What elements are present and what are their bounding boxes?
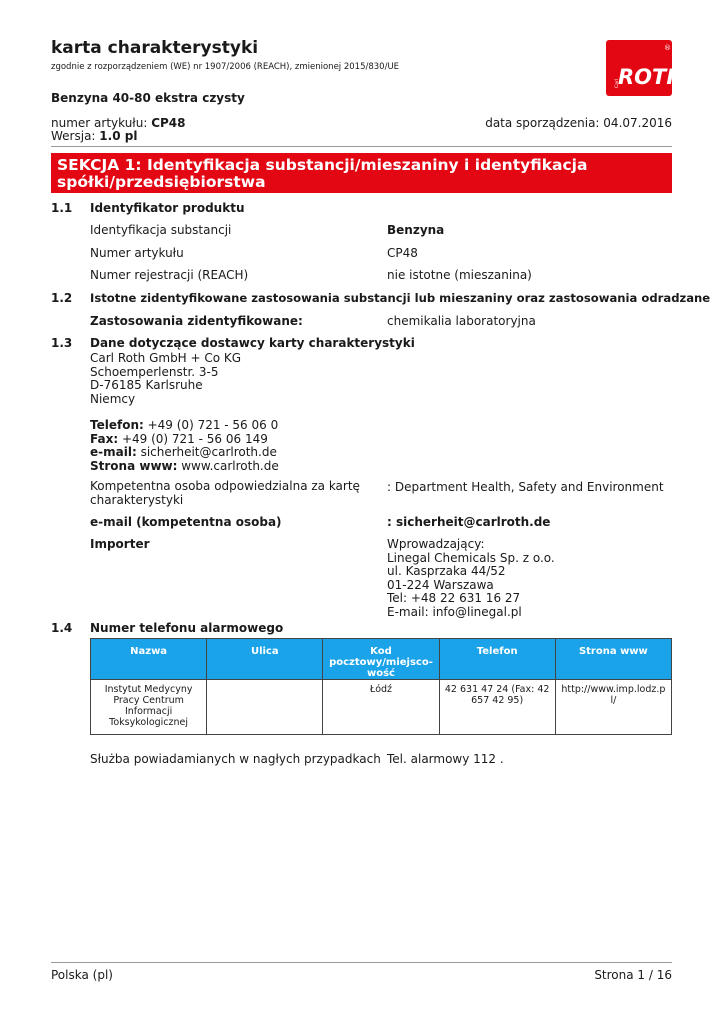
subsection-1-2-heading: Istotne zidentyfikowane zastosowania substancji lub mieszaniny oraz zastosowania odradzane — [90, 291, 711, 305]
table-cell-phone: 42 631 47 24 (Fax: 42 657 42 95) — [439, 680, 555, 735]
section-title-line-1: SEKCJA 1: Identyfikacja substancji/mieszaniny i identyfikacja — [57, 156, 588, 174]
table-cell-www[interactable]: http://www.imp.lodz.pl/ — [555, 680, 671, 735]
www-line — [90, 460, 279, 474]
substance-id-label: Identyfikacja substancji — [90, 223, 232, 237]
registered-mark: ® — [664, 44, 671, 52]
email-label: e-mail: — [90, 445, 137, 459]
supplier-address — [90, 352, 241, 406]
section-title-line-2: spółki/przedsiębiorstwa — [57, 173, 266, 191]
competent-person-label: Kompetentna osoba odpowiedzialna za kartę charakterystyki — [90, 479, 360, 507]
column-header-www: Strona www — [555, 639, 671, 680]
column-header-postal: Kod pocztowy/miejsco-wość — [323, 639, 439, 680]
logo-roth-text: ROT — [618, 65, 667, 89]
competent-email-value: : sicherheit@carlroth.de — [387, 515, 551, 529]
article-number-value: CP48 — [151, 116, 186, 130]
table-cell-postal: Łódź — [323, 680, 439, 735]
column-header-street: Ulica — [207, 639, 323, 680]
article-number-row-label: Numer artykułu — [90, 246, 184, 260]
supplier-city: D-76185 Karlsruhe — [90, 378, 203, 392]
subsection-1-4-number: 1.4 — [51, 621, 73, 635]
column-header-phone: Telefon — [439, 639, 555, 680]
supplier-contacts — [90, 419, 279, 473]
subsection-1-1-number: 1.1 — [51, 201, 73, 215]
substance-id-value: Benzyna — [387, 223, 445, 237]
importer-label: Importer — [90, 537, 150, 551]
importer-details — [387, 538, 555, 619]
fax-label: Fax: — [90, 431, 119, 446]
competent-person-value: : Department Health, Safety and Environment — [387, 480, 664, 494]
email-value: sicherheit@carlroth.de — [136, 445, 277, 459]
fax-value: +49 (0) 721 - 56 06 149 — [118, 431, 268, 446]
table-row — [91, 680, 672, 735]
importer-line: ul. Kasprzaka 44/52 — [387, 564, 506, 578]
subsection-1-4-heading: Numer telefonu alarmowego — [90, 621, 284, 635]
competent-email-label: e-mail (kompetentna osoba) — [90, 515, 282, 529]
article-number-row-value: CP48 — [387, 246, 418, 260]
phone-value: +49 (0) 721 - 56 06 0 — [143, 418, 279, 432]
emergency-contacts-table — [90, 638, 672, 735]
footer-language: Polska (pl) — [51, 968, 113, 982]
supplier-street: Schoemperlenstr. 3-5 — [90, 364, 219, 379]
subsection-1-2-number: 1.2 — [51, 291, 73, 305]
reach-registration-label: Numer rejestracji (REACH) — [90, 268, 249, 282]
carl-roth-logo — [606, 40, 672, 96]
subsection-1-3-number: 1.3 — [51, 336, 73, 350]
version-line — [51, 129, 137, 143]
creation-date: data sporządzenia: 04.07.2016 — [485, 116, 672, 130]
importer-line: Linegal Chemicals Sp. z o.o. — [387, 550, 555, 565]
importer-line: Wprowadzający: — [387, 537, 485, 551]
identified-uses-label: Zastosowania zidentyfikowane: — [90, 314, 303, 328]
identified-uses-value: chemikalia laboratoryjna — [387, 314, 536, 328]
article-number-line — [51, 116, 186, 130]
www-value: www.carlroth.de — [177, 458, 279, 473]
emergency-service-label: Służba powiadamianych w nagłych przypadkach — [90, 752, 381, 766]
reach-registration-value: nie istotne (mieszanina) — [387, 268, 532, 282]
table-cell-street — [207, 680, 323, 735]
supplier-country: Niemcy — [90, 391, 136, 406]
fax-line — [90, 433, 279, 447]
document-subtitle: zgodnie z rozporządzeniem (WE) nr 1907/2006 (REACH), zmienionej 2015/830/UE — [51, 62, 400, 72]
header-divider — [51, 146, 672, 147]
importer-line: 01-224 Warszawa — [387, 577, 494, 592]
phone-label: Telefon: — [90, 418, 144, 432]
version-value: 1.0 pl — [99, 129, 138, 143]
version-label: Wersja: — [51, 129, 96, 143]
subsection-1-3-heading: Dane dotyczące dostawcy karty charakterystyki — [90, 336, 415, 350]
subsection-1-1-heading: Identyfikator produktu — [90, 201, 245, 215]
article-number-label: numer artykułu: — [51, 116, 148, 130]
section-1-title-bar — [51, 153, 672, 193]
importer-line: Tel: +48 22 631 16 27 — [387, 591, 521, 605]
emergency-service-value: Tel. alarmowy 112 . — [387, 752, 504, 766]
importer-line: E-mail: info@linegal.pl — [387, 604, 522, 619]
footer-page-number: Strona 1 / 16 — [594, 968, 672, 982]
footer-divider — [51, 962, 672, 963]
www-label: Strona www: — [90, 458, 178, 473]
document-title: karta charakterystyki — [51, 38, 259, 58]
logo-carl-text: Carl — [615, 79, 620, 88]
table-header-row — [91, 639, 672, 680]
phone-line — [90, 419, 279, 433]
supplier-company: Carl Roth GmbH + Co KG — [90, 351, 242, 365]
column-header-name: Nazwa — [91, 639, 207, 680]
product-name: Benzyna 40-80 ekstra czysty — [51, 91, 245, 105]
table-cell-name: Instytut Medycyny Pracy Centrum Informacji Toksykologicznej — [91, 680, 207, 735]
email-line — [90, 446, 279, 460]
